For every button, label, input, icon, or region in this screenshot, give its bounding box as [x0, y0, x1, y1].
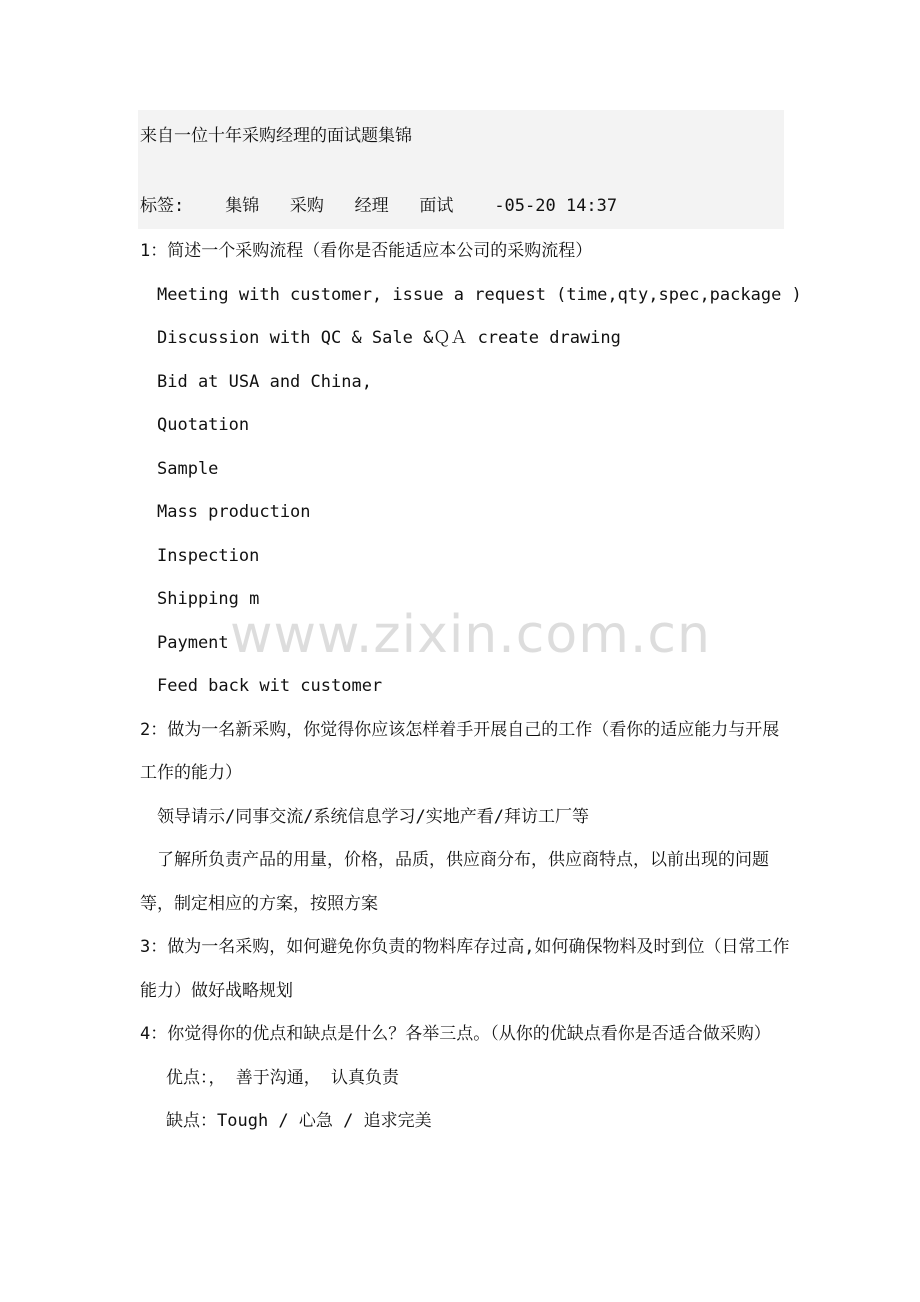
process-step: Mass production — [157, 502, 311, 522]
weaknesses-line: 缺点：Tough / 心急 / 追求完美 — [166, 1111, 432, 1131]
post-timestamp: -05-20 14:37 — [494, 196, 618, 216]
site-watermark: www.zixin.com.cn — [230, 605, 711, 665]
process-step: Discussion with QC & Sale &ＱＡ create drawing — [157, 328, 621, 348]
process-step: Sample — [157, 458, 219, 479]
tag-item[interactable]: 采购 — [289, 196, 324, 216]
process-step: Inspection — [157, 545, 260, 566]
tags-label: 标签: — [140, 196, 185, 216]
tags-row — [140, 194, 617, 218]
process-step: Shipping m — [157, 589, 260, 609]
article-title: 来自一位十年采购经理的面试题集锦 — [140, 126, 412, 146]
answer-paragraph: 了解所负责产品的用量，价格，品质，供应商分布，供应商特点，以前出现的问题等，制定相应的方案，按照方案 — [140, 850, 769, 914]
article-header — [138, 110, 784, 229]
question-3: 3：做为一名采购，如何避免你负责的物料库存过高,如何确保物料及时到位（日常工作能力）做好战略规划 — [140, 937, 790, 1001]
strengths-line: 优点：， 善于沟通， 认真负责 — [166, 1067, 399, 1088]
process-step: Meeting with customer, issue a request (time,qty,spec,package ) — [157, 284, 802, 305]
tag-item[interactable]: 面试 — [419, 196, 454, 216]
tag-item[interactable]: 集锦 — [225, 196, 260, 216]
question-1: 1：简述一个采购流程（看你是否能适应本公司的采购流程） — [140, 241, 593, 261]
process-step: Feed back wit customer — [157, 676, 383, 696]
question-2: 2：做为一名新采购，你觉得你应该怎样着手开展自己的工作（看你的适应能力与开展工作的能力） — [140, 719, 780, 783]
answer-paragraph: 领导请示/同事交流/系统信息学习/实地产看/拜访工厂等 — [157, 806, 589, 827]
article-body — [140, 230, 802, 1144]
process-step: Quotation — [157, 415, 250, 435]
process-step: Payment — [157, 632, 229, 653]
question-4: 4：你觉得你的优点和缺点是什么？各举三点。（从你的优缺点看你是否适合做采购） — [140, 1024, 771, 1044]
tag-item[interactable]: 经理 — [354, 196, 389, 216]
process-step: Bid at USA and China, — [157, 371, 372, 392]
